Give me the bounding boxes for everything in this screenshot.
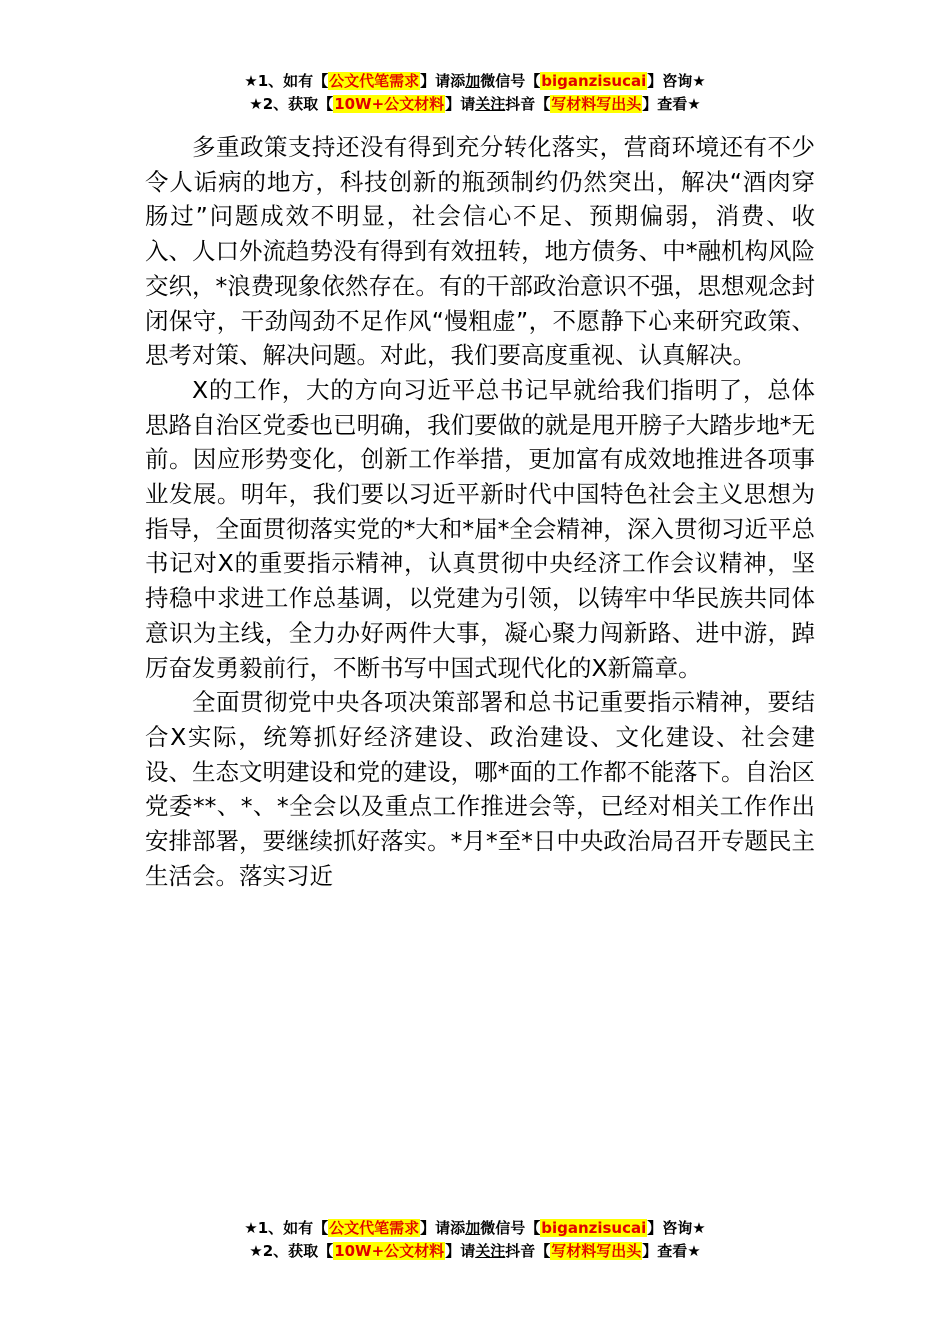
highlight-douyin: 写材料写出头 <box>551 1242 642 1260</box>
banner-text: ★1、如有【 <box>244 72 329 90</box>
paragraph-2: X的工作，大的方向习近平总书记早就给我们指明了，总体思路自治区党委也已明确，我们要做的就是甩开膀子大踏步地*无前。因应形势变化，创新工作举措，更加富有成效地推进各项事业发展。明年，我们要以习近平新时代中国特色社会主义思想为指导，全面贯彻落实党的*大和*届*全会精神，深入贯彻习近平总书记对X的重要指示精神，认真贯彻中央经济工作会议精神，坚持稳中求进工作总基调，以党建为引领，以铸牢中华民族共同体意识为主线，全力办好两件大事，凝心聚力闯新路、进中游，踔厉奋发勇毅前行，不断书写中国式现代化的X新篇章。 <box>145 375 815 682</box>
banner-text: ★2、获取【 <box>249 95 334 113</box>
banner-text: 】请添 <box>420 72 466 90</box>
banner-text: 微信号【 <box>480 72 541 90</box>
footer-banner <box>0 1217 950 1263</box>
banner-underline: 加 <box>465 1219 481 1237</box>
banner-line-1 <box>0 1217 950 1240</box>
banner-text: 抖音【 <box>505 95 551 113</box>
highlight-materials: 10W+公文材料 <box>334 1242 445 1260</box>
document-body <box>145 130 815 893</box>
banner-text: 】查看★ <box>642 1242 701 1260</box>
highlight-wechat-id: biganzisucai <box>541 72 647 90</box>
paragraph-3: 全面贯彻党中央各项决策部署和总书记重要指示精神，要结合X实际，统筹抓好经济建设、政治建设、文化建设、社会建设、生态文明建设和党的建设，哪*面的工作都不能落下。自治区党委**、*、*全会以及重点工作推进会等，已经对相关工作作出安排部署，要继续抓好落实。*月*至*日中央政治局召开专题民主生活会。落实习近 <box>145 688 815 890</box>
highlight-materials: 10W+公文材料 <box>334 95 445 113</box>
banner-text: 抖音【 <box>505 1242 551 1260</box>
banner-underline: 关注 <box>475 1242 506 1260</box>
banner-text: ★2、获取【 <box>249 1242 334 1260</box>
banner-underline: 关注 <box>475 95 506 113</box>
highlight-douyin: 写材料写出头 <box>551 95 642 113</box>
header-banner <box>0 70 950 116</box>
banner-line-1 <box>0 70 950 93</box>
banner-text: 】咨询★ <box>647 72 706 90</box>
banner-text: 微信号【 <box>480 1219 541 1237</box>
banner-text: 】请 <box>445 1242 476 1260</box>
banner-text: 】请 <box>445 95 476 113</box>
banner-text: 】请添 <box>420 1219 466 1237</box>
banner-text: 】咨询★ <box>647 1219 706 1237</box>
banner-line-2 <box>0 1240 950 1263</box>
banner-line-2 <box>0 93 950 116</box>
highlight-wechat-id: biganzisucai <box>541 1219 647 1237</box>
paragraph-1: 多重政策支持还没有得到充分转化落实，营商环境还有不少令人诟病的地方，科技创新的瓶颈制约仍然突出，解决“酒肉穿肠过”问题成效不明显，社会信心不足、预期偏弱，消费、收入、人口外流趋势没有得到有效扭转，地方债务、中*融机构风险交织，*浪费现象依然存在。有的干部政治意识不强，思想观念封闭保守，干劲闯劲不足作风“慢粗虚”，不愿静下心来研究政策、思考对策、解决问题。对此，我们要高度重视、认真解决。 <box>145 133 815 370</box>
banner-text: ★1、如有【 <box>244 1219 329 1237</box>
banner-underline: 加 <box>465 72 481 90</box>
banner-text: 】查看★ <box>642 95 701 113</box>
highlight-service: 公文代笔需求 <box>329 1219 420 1237</box>
highlight-service: 公文代笔需求 <box>329 72 420 90</box>
